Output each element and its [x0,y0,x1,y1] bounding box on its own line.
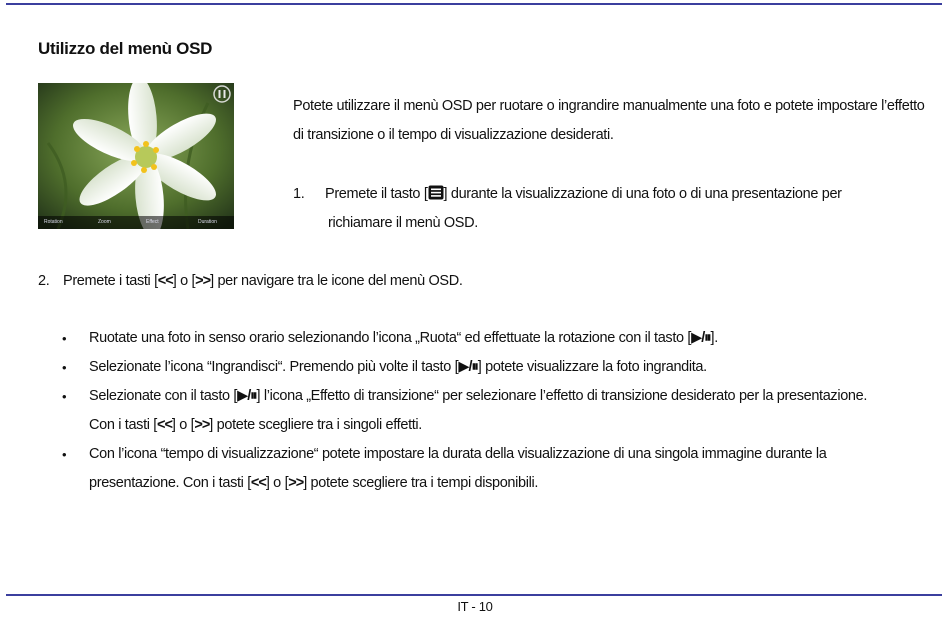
prev-key-icon: << [250,475,266,491]
menu-key-icon [428,185,444,200]
list-item: • Selezionate l’icona “Ingrandisci“. Premendo più volte il tasto [▶/⏸] potete visualizzare la foto ingrandita. [62,353,947,382]
toolbar-zoom: Zoom [98,219,111,225]
intro-paragraph: Potete utilizzare il menù OSD per ruotare o ingrandire manualmente una foto e potete impostare l’effetto di transizione o il tempo di visualizzazione desiderati. [293,98,925,143]
next-key-icon: >> [195,273,211,289]
list-item: • Selezionate con il tasto [▶/⏸] l’icona „Effetto di transizione“ per selezionare l’effetto di transizione desiderato per la presentazione. Con i tasti [<<] o [>>] potete scegliere tra i singoli effetti. [62,382,947,440]
toolbar-duration: Duration [198,219,217,225]
flower-photo [38,83,234,229]
play-pause-key-icon: ▶/⏸ [458,359,478,375]
next-key-icon: >> [194,417,210,433]
bottom-rule [6,594,942,596]
step-1: 1. Premete il tasto [ ] durante la visualizzazione di una foto o di una presentazione per richiamare il menù OSD. [293,180,933,238]
bullet-dot: • [62,447,67,462]
section-heading: Utilizzo del menù OSD [38,39,213,58]
bullet-list [62,324,947,498]
step-1-number: 1. [293,186,305,202]
step-2: 2. Premete i tasti [<<] o [>>] per navigare tra le icone del menù OSD. [38,267,938,296]
page-number: IT - 10 [457,599,493,614]
next-key-icon: >> [288,475,304,491]
toolbar-effect: Effect [146,219,159,225]
list-item: • Ruotate una foto in senso orario selezionando l’icona „Ruota“ ed effettuate la rotazione con il tasto [▶/⏸]. [62,324,947,353]
prev-key-icon: << [156,417,172,433]
bullet-dot: • [62,331,67,346]
step-2-number: 2. [38,273,50,289]
play-pause-key-icon: ▶/⏸ [237,388,257,404]
list-item: • Con l’icona “tempo di visualizzazione“ potete impostare la durata della visualizzazione di una singola immagine durante la presentazione. Con i tasti [<<] o [>>] potete scegliere tra i tempi disponibili. [62,440,947,498]
step-1-continuation: richiamare il menù OSD. [328,215,478,231]
photo-toolbar [38,216,234,229]
prev-key-icon: << [157,273,173,289]
bullet-dot: • [62,360,67,375]
play-pause-key-icon: ▶/⏸ [691,330,711,346]
bullet-dot: • [62,389,67,404]
toolbar-rotation: Rotation [44,219,63,225]
top-rule [6,3,942,5]
